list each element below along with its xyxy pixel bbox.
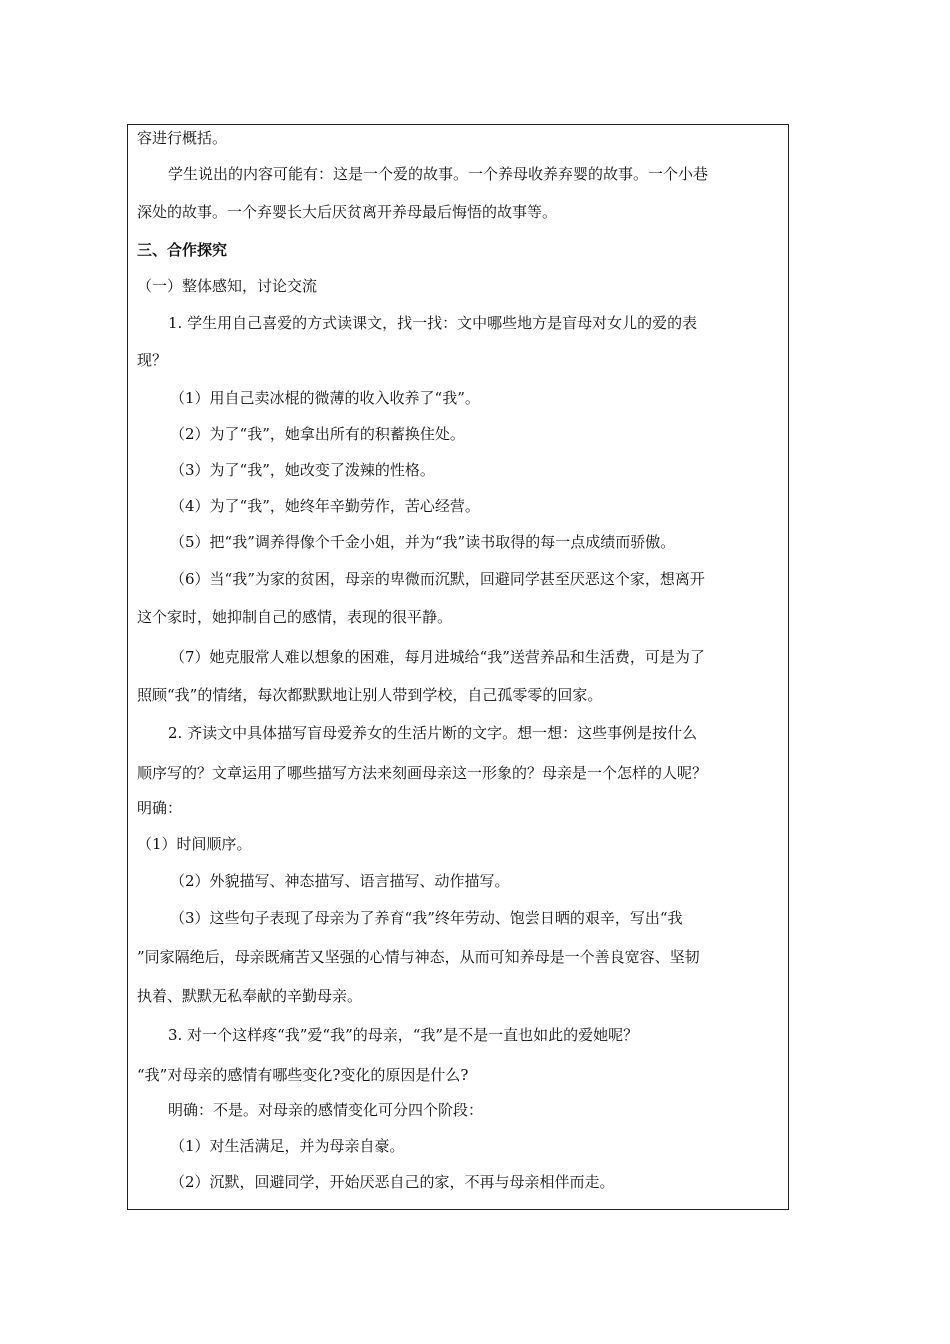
list-item: （5）把“我”调养得像个千金小姐，并为“我”读书取得的每一点成绩而骄傲。: [170, 533, 676, 551]
list-item: （1）时间顺序。: [137, 835, 252, 853]
text-line: 深处的故事。一个弃婴长大后厌贫离开养母最后悔悟的故事等。: [137, 203, 558, 221]
section-heading: 三、合作探究: [137, 241, 228, 259]
list-item: （1）对生活满足，并为母亲自豪。: [170, 1137, 405, 1155]
answer-label: 明确：不是。对母亲的感情变化可分四个阶段：: [168, 1101, 484, 1119]
text-line: 执着、默默无私奉献的辛勤母亲。: [137, 987, 363, 1005]
list-item: （3）这些句子表现了母亲为了养育“我”终年劳动、饱尝日晒的艰辛，写出“我: [170, 909, 683, 927]
list-item: （2）为了“我”，她拿出所有的积蓄换住处。: [170, 425, 465, 443]
list-item: （2）沉默，回避同学，开始厌恶自己的家，不再与母亲相伴而走。: [170, 1173, 615, 1191]
list-item: （3）为了“我”，她改变了泼辣的性格。: [170, 461, 435, 479]
text-line: ”同家隔绝后，母亲既痛苦又坚强的心情与神态，从而可知养母是一个善良宽容、坚韧: [137, 948, 700, 966]
text-line: 照顾“我”的情绪，每次都默默地让别人带到学校，自己孤零零的回家。: [137, 686, 603, 704]
text-line: “我”对母亲的感情有哪些变化?变化的原因是什么?: [137, 1066, 469, 1084]
question-text: 1. 学生用自己喜爱的方式读课文，找一找：文中哪些地方是盲母对女儿的爱的表: [168, 314, 698, 332]
question-text: 3. 对一个这样疼“我”爱“我”的母亲，“我”是不是一直也如此的爱她呢？: [168, 1026, 639, 1044]
list-item: （2）外貌描写、神态描写、语言描写、动作描写。: [170, 872, 510, 890]
list-item: （6）当“我”为家的贫困，母亲的卑微而沉默，回避同学甚至厌恶这个家，想离开: [170, 570, 705, 588]
answer-label: 明确：: [137, 799, 183, 817]
subsection-heading: （一）整体感知，讨论交流: [137, 277, 318, 295]
list-item: （4）为了“我”，她终年辛勤劳作，苦心经营。: [170, 497, 480, 515]
text-line: 顺序写的？文章运用了哪些描写方法来刻画母亲这一形象的？母亲是一个怎样的人呢？: [137, 764, 708, 782]
text-line: 学生说出的内容可能有：这是一个爱的故事。一个养母收养弃婴的故事。一个小巷: [168, 165, 709, 183]
question-text: 2. 齐读文中具体描写盲母爱养女的生活片断的文字。想一想：这些事例是按什么: [168, 724, 698, 742]
list-item: （1）用自己卖冰棍的微薄的收入收养了“我”。: [170, 389, 480, 407]
text-line: 容进行概括。: [137, 129, 228, 147]
list-item: （7）她克服常人难以想象的困难，每月进城给“我”送营养品和生活费，可是为了: [170, 648, 705, 666]
text-line: 现？: [137, 351, 168, 369]
text-line: 这个家时，她抑制自己的感情，表现的很平静。: [137, 608, 453, 626]
